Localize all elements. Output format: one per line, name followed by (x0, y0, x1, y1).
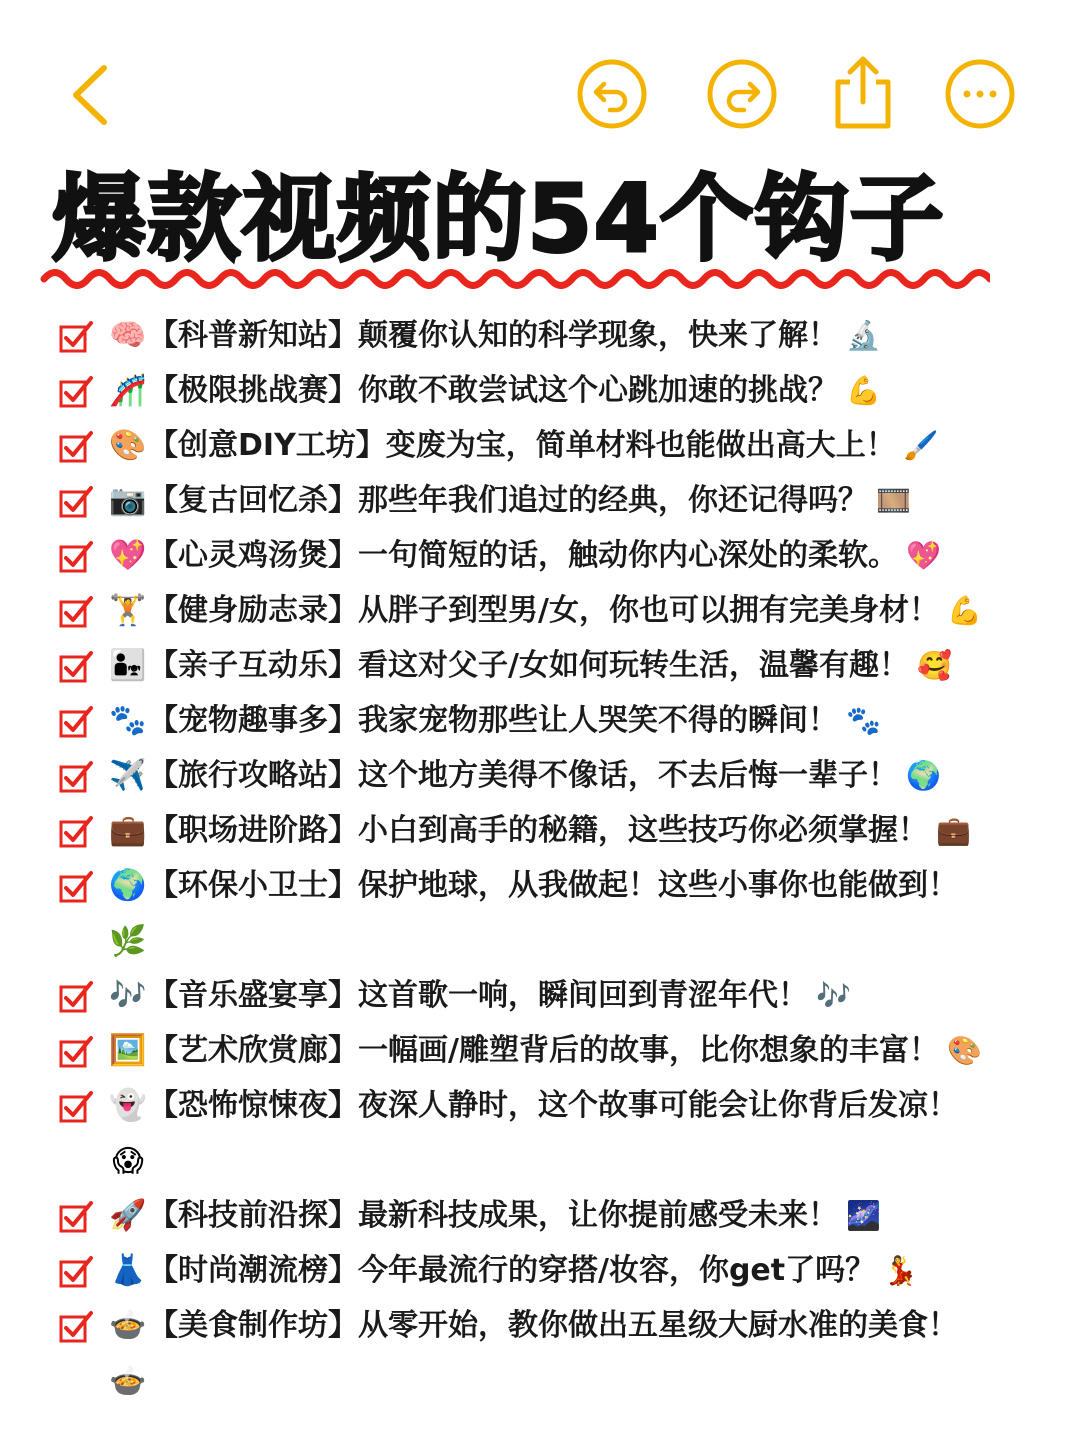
checkbox-checked-icon[interactable] (58, 538, 94, 574)
emoji-icon: 🎨 (109, 427, 147, 463)
trailing-emoji-icon: 🖌️ (903, 429, 939, 462)
list-item (58, 803, 1048, 858)
emoji-icon: 📷 (109, 482, 147, 518)
list-item (58, 583, 1048, 638)
list-item (58, 418, 1048, 473)
share-button[interactable] (830, 52, 896, 132)
emoji-icon: 🎢 (109, 372, 147, 408)
list-item (58, 1023, 1048, 1078)
list-item-text: 【职场进阶路】小白到高手的秘籍，这些技巧你必须掌握！ (148, 812, 928, 848)
checkbox-checked-icon[interactable] (58, 1033, 94, 1069)
checkbox-checked-icon[interactable] (58, 813, 94, 849)
checkbox-checked-icon[interactable] (58, 428, 94, 464)
chevron-left-icon (62, 60, 122, 130)
trailing-emoji-icon: 🎨 (946, 1034, 982, 1067)
list-item (58, 1188, 1048, 1243)
emoji-icon: 🚀 (109, 1197, 147, 1233)
emoji-icon: 🌍 (109, 868, 147, 903)
share-icon (830, 52, 896, 132)
trailing-emoji-icon: 🌍 (906, 759, 941, 792)
list-item-text: 【宠物趣事多】我家宠物那些让人哭笑不得的瞬间！ (148, 702, 838, 738)
checkbox-checked-icon[interactable] (58, 758, 94, 794)
emoji-icon: 👗 (109, 1252, 147, 1288)
list-item (58, 528, 1048, 583)
more-button[interactable] (944, 58, 1016, 130)
trailing-emoji-icon: 🐾 (846, 704, 881, 737)
trailing-emoji-icon: 🎞️ (876, 484, 911, 517)
list-item-text: 【音乐盛宴享】这首歌一响，瞬间回到青涩年代！ (148, 977, 808, 1013)
toolbar (0, 0, 1080, 180)
list-item (58, 363, 1048, 418)
trailing-emoji-icon: 🔬 (846, 319, 881, 352)
list-item-text: 【复古回忆杀】那些年我们追过的经典，你还记得吗？ (148, 482, 868, 518)
list-item (58, 308, 1048, 363)
checkbox-checked-icon[interactable] (58, 1088, 94, 1124)
emoji-icon: 🎶 (109, 977, 147, 1013)
list-item-text: 【科技前沿探】最新科技成果，让你提前感受未来！ (148, 1197, 838, 1233)
trailing-emoji-icon: 😱 (112, 1144, 144, 1179)
more-icon (944, 58, 1016, 130)
checkbox-checked-icon[interactable] (58, 483, 94, 519)
list-item-text: 【旅行攻略站】这个地方美得不像话，不去后悔一辈子！ (148, 757, 898, 793)
list-item-text: 【科普新知站】颠覆你认知的科学现象，快来了解！ (148, 317, 838, 353)
list-item (58, 968, 1048, 1023)
list-item-text: 【创意DIY工坊】变废为宝，简单材料也能做出高大上！ (148, 427, 896, 463)
list-item (58, 693, 1048, 748)
checkbox-checked-icon[interactable] (58, 703, 94, 739)
list-item-text: 【极限挑战赛】你敢不敢尝试这个心跳加速的挑战？ (148, 372, 838, 408)
emoji-icon: 🍲 (109, 1308, 147, 1343)
trailing-emoji-icon: 💖 (906, 539, 941, 572)
emoji-icon: 🏋️ (109, 592, 147, 628)
checkbox-checked-icon[interactable] (58, 373, 94, 409)
page-title: 爆款视频的54个钩子 (52, 165, 945, 274)
list-item (58, 1078, 1048, 1188)
list-item-text: 【美食制作坊】从零开始，教你做出五星级大厨水准的美食！ (148, 1308, 958, 1343)
list-item (58, 748, 1048, 803)
checkbox-checked-icon[interactable] (58, 1253, 94, 1289)
list-item-text: 【艺术欣赏廊】一幅画/雕塑背后的故事，比你想象的丰富！ (148, 1032, 939, 1068)
emoji-icon: 🐾 (109, 702, 147, 738)
wavy-underline (40, 264, 990, 294)
list-item (58, 473, 1048, 528)
trailing-emoji-icon: 🥰 (916, 649, 952, 682)
undo-button[interactable] (576, 58, 648, 130)
list-item (58, 1298, 1048, 1408)
emoji-icon: 🧠 (109, 317, 147, 353)
back-button[interactable] (62, 60, 122, 130)
emoji-icon: ✈️ (109, 757, 147, 793)
checkbox-checked-icon[interactable] (58, 1198, 94, 1234)
emoji-icon: 👻 (109, 1088, 147, 1123)
trailing-emoji-icon: 💪 (846, 374, 881, 407)
emoji-icon: 🖼️ (109, 1032, 147, 1068)
checkbox-checked-icon[interactable] (58, 868, 94, 904)
checkbox-checked-icon[interactable] (58, 318, 94, 354)
undo-icon (576, 58, 648, 130)
redo-button[interactable] (706, 58, 778, 130)
emoji-icon: 👨‍👧 (109, 647, 147, 683)
list-item (58, 1243, 1048, 1298)
checkbox-checked-icon[interactable] (58, 648, 94, 684)
trailing-emoji-icon: 💪 (946, 594, 982, 627)
trailing-emoji-icon: 🍲 (109, 1364, 147, 1399)
hook-list (58, 308, 1048, 1408)
emoji-icon: 💼 (109, 812, 147, 848)
checkbox-checked-icon[interactable] (58, 978, 94, 1014)
list-item-text: 【亲子互动乐】看这对父子/女如何玩转生活，温馨有趣！ (148, 647, 909, 683)
emoji-icon: 💖 (109, 537, 147, 573)
redo-icon (706, 58, 778, 130)
trailing-emoji-icon: 🌿 (109, 924, 147, 959)
list-item-text: 【环保小卫士】保护地球，从我做起！这些小事你也能做到！ (148, 868, 958, 903)
trailing-emoji-icon: 💃 (883, 1254, 918, 1287)
trailing-emoji-icon: 🌌 (846, 1199, 881, 1232)
list-item (58, 638, 1048, 693)
list-item (58, 858, 1048, 968)
trailing-emoji-icon: 💼 (936, 814, 971, 847)
list-item-text: 【健身励志录】从胖子到型男/女，你也可以拥有完美身材！ (148, 592, 939, 628)
list-item-text: 【心灵鸡汤煲】一句简短的话，触动你内心深处的柔软。 (148, 537, 898, 573)
list-item-text: 【时尚潮流榜】今年最流行的穿搭/妆容，你get了吗？ (148, 1252, 876, 1288)
trailing-emoji-icon: 🎶 (816, 979, 851, 1012)
list-item-text: 【恐怖惊悚夜】夜深人静时，这个故事可能会让你背后发凉！ (148, 1088, 958, 1123)
title-block (40, 160, 1040, 300)
checkbox-checked-icon[interactable] (58, 593, 94, 629)
checkbox-checked-icon[interactable] (58, 1308, 94, 1344)
